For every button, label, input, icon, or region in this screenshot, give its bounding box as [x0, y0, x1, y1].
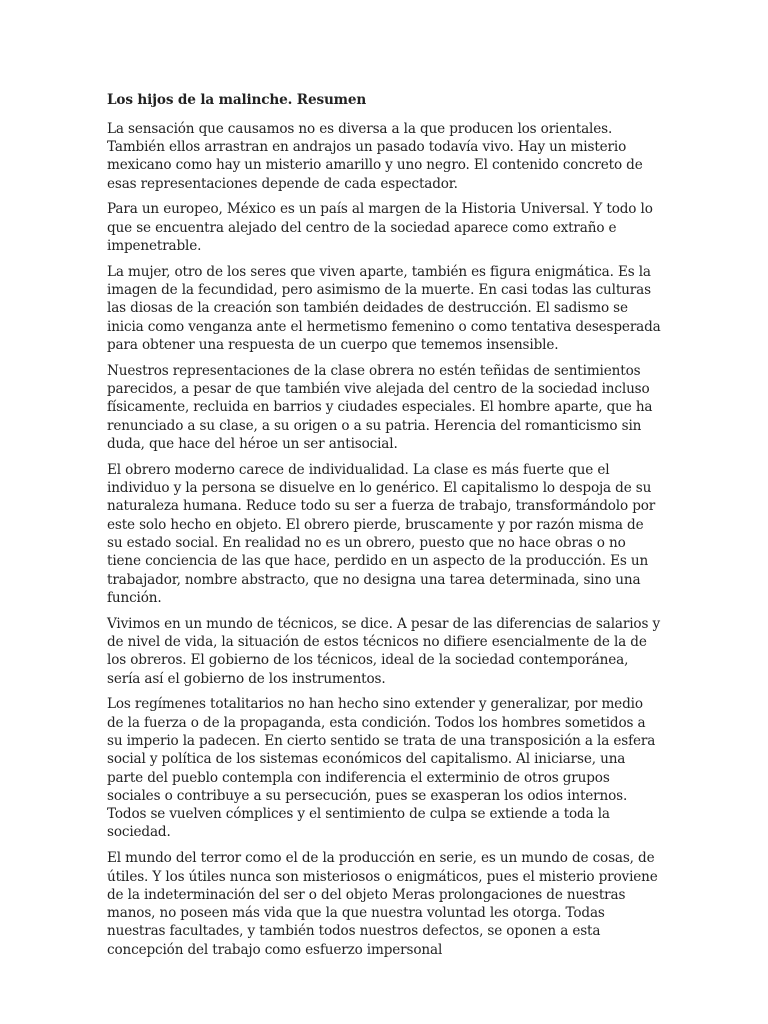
paragraph-6: Vivimos en un mundo de técnicos, se dice. A pesar de las diferencias de salarios y de nivel de vida, la situación de estos técnicos no difiere esencialmente de la de los obreros. El gobierno de los técnicos, ideal de la sociedad contemporánea, sería así el gobierno de los instrumentos.: [107, 615, 660, 687]
paragraph-3: La mujer, otro de los seres que viven aparte, también es figura enigmática. Es la imagen de la fecundidad, pero asimismo de la muerte. En casi todas las culturas las diosas de la creación son también deidades de destrucción. El sadismo se inicia como venganza ante el hermetismo femenino o como tentativa desesperada para obtener una respuesta de un cuerpo que tememos insensible.: [107, 263, 661, 354]
paragraph-5: El obrero moderno carece de individualidad. La clase es más fuerte que el individuo y la persona se disuelve en lo genérico. El capitalismo lo despoja de su naturaleza humana. Reduce todo su ser a fuerza de trabajo, transformándolo por este solo hecho en objeto. El obrero pierde, bruscamente y por razón misma de su estado social. En realidad no es un obrero, puesto que no hace obras o no tiene conciencia de las que hace, perdido en un aspecto de la producción. Es un trabajador, nombre abstracto, que no designa una tarea determinada, sino una función.: [107, 461, 656, 606]
document-page: [107, 91, 663, 967]
paragraph-7: Los regímenes totalitarios no han hecho sino extender y generalizar, por medio de la fuerza o de la propaganda, esta condición. Todos los hombres sometidos a su imperio la padecen. En cierto sentido se trata de una transposición a la esfera social y política de los sistemas económicos del capitalismo. Al iniciarse, una parte del pueblo contempla con indiferencia el exterminio de otros grupos sociales o contribuye a su persecución, pues se exasperan los odios internos. Todos se vuelven cómplices y el sentimiento de culpa se extiende a toda la sociedad.: [107, 696, 656, 841]
paragraph-1: La sensación que causamos no es diversa a la que producen los orientales. También ellos arrastran en andrajos un pasado todavía vivo. Hay un misterio mexicano como hay un misterio amarillo y uno negro. El contenido concreto de esas representaciones depende de cada espectador.: [107, 120, 643, 192]
document-title: Los hijos de la malinche. Resumen: [107, 92, 367, 108]
paragraph-4: Nuestros representaciones de la clase obrera no estén teñidas de sentimientos parecidos, a pesar de que también vive alejada del centro de la sociedad incluso físicamente, recluida en barrios y ciudades especiales. El hombre aparte, que ha renunciado a su clase, a su origen o a su patria. Herencia del romanticismo sin duda, que hace del héroe un ser antisocial.: [107, 362, 653, 453]
paragraph-2: Para un europeo, México es un país al margen de la Historia Universal. Y todo lo que se encuentra alejado del centro de la sociedad aparece como extraño e impenetrable.: [107, 201, 653, 255]
paragraph-8: El mundo del terror como el de la producción en serie, es un mundo de cosas, de útiles. Y los útiles nunca son misteriosos o enigmáticos, pues el misterio proviene de la indeterminación del ser o del objeto Meras prolongaciones de nuestras manos, no poseen más vida que la que nuestra voluntad les otorga. Todas nuestras facultades, y también todos nuestros defectos, se oponen a esta concepción del trabajo como esfuerzo impersonal: [107, 850, 658, 958]
